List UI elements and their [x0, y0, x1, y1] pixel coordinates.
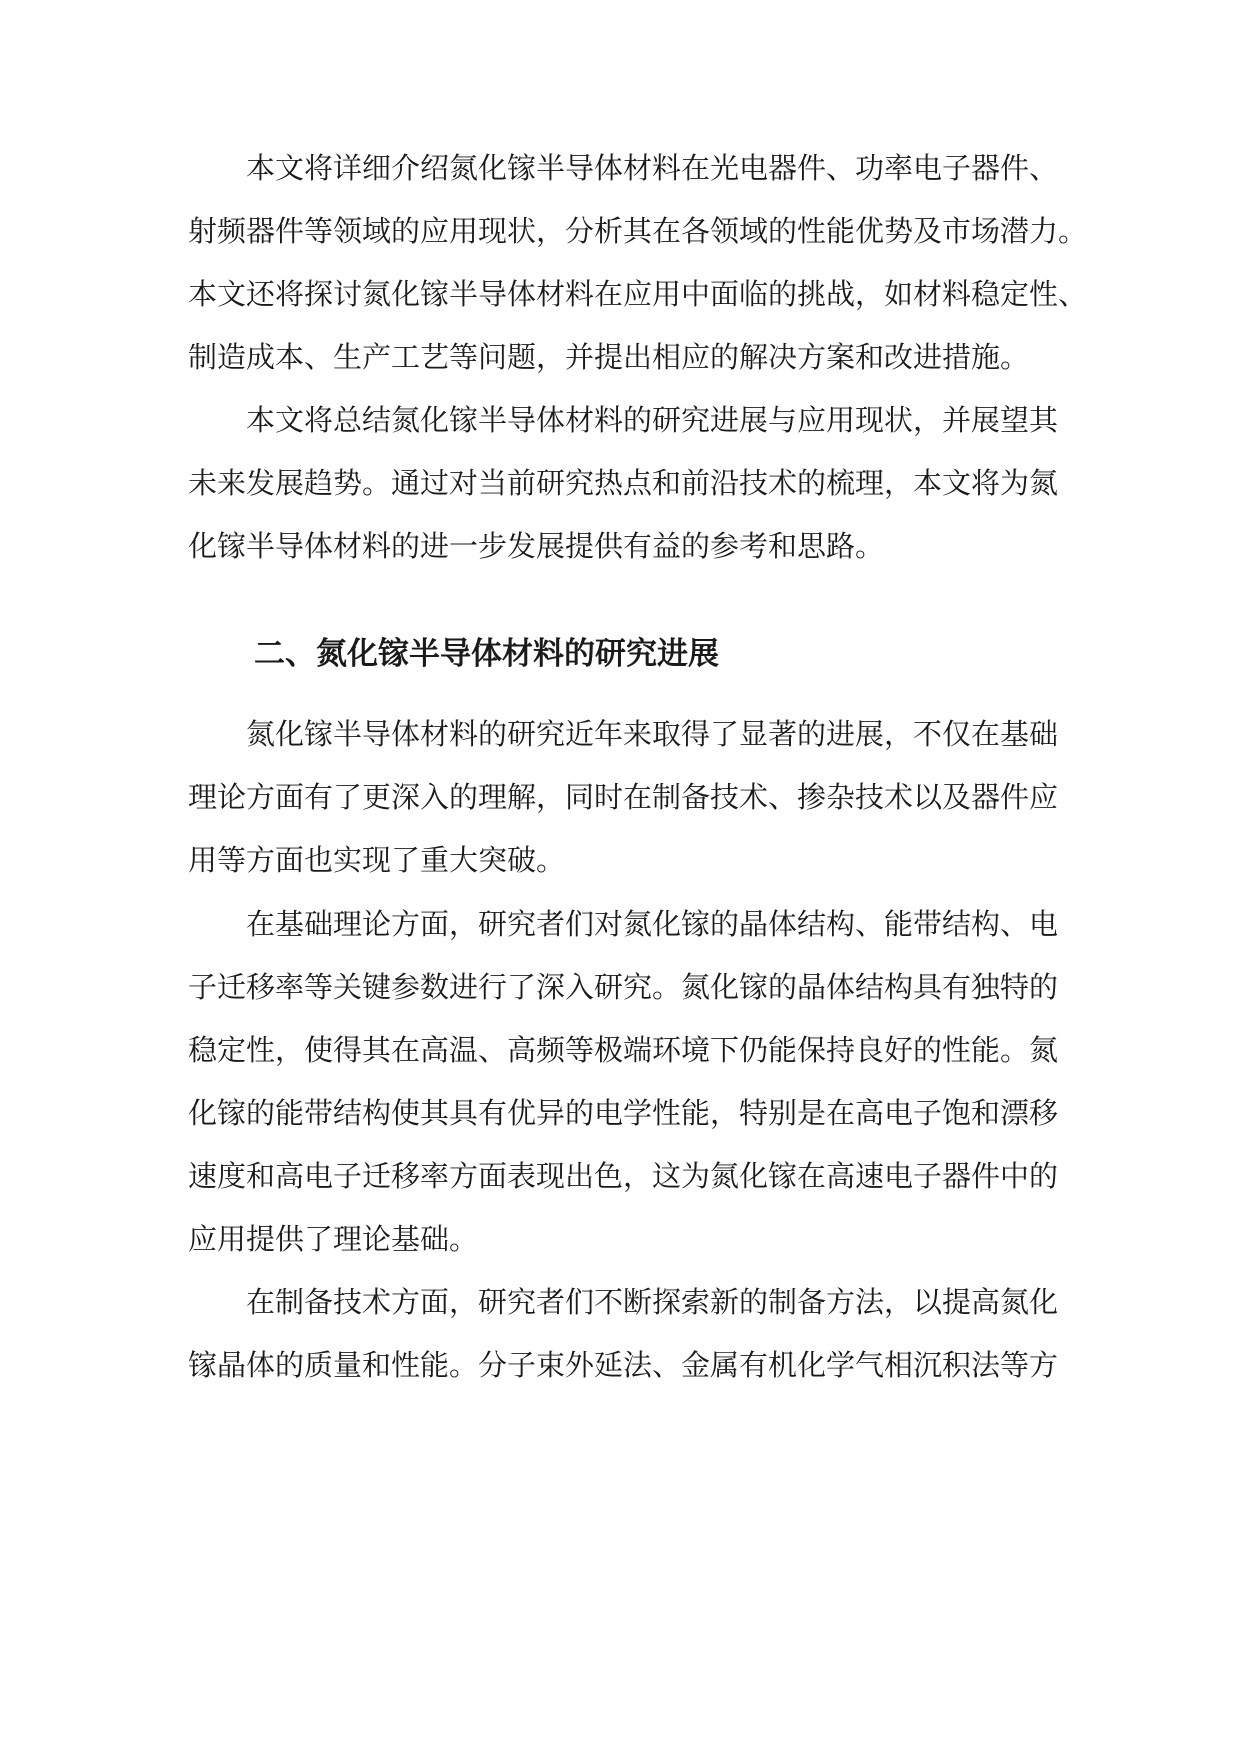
text-line: 本文还将探讨氮化镓半导体材料在应用中面临的挑战，如材料稳定性、: [188, 277, 1088, 311]
text-line: 应用提供了理论基础。: [188, 1222, 479, 1256]
text-line: 制造成本、生产工艺等问题，并提出相应的解决方案和改进措施。: [188, 340, 1030, 374]
text-line: 本文将详细介绍氮化镓半导体材料在光电器件、功率电子器件、: [246, 151, 1059, 185]
text-line: 射频器件等领域的应用现状，分析其在各领域的性能优势及市场潜力。: [188, 214, 1088, 248]
text-line: 氮化镓半导体材料的研究近年来取得了显著的进展，不仅在基础: [246, 717, 1059, 751]
text-line: 镓晶体的质量和性能。分子束外延法、金属有机化学气相沉积法等方: [188, 1348, 1059, 1382]
text-line: 在制备技术方面，研究者们不断探索新的制备方法，以提高氮化: [246, 1285, 1059, 1319]
text-line: 化镓半导体材料的进一步发展提供有益的参考和思路。: [188, 529, 885, 563]
text-line: 化镓的能带结构使其具有优异的电学性能，特别是在高电子饱和漂移: [188, 1096, 1059, 1130]
text-line: 子迁移率等关键参数进行了深入研究。氮化镓的晶体结构具有独特的: [188, 970, 1059, 1004]
text-line: 理论方面有了更深入的理解，同时在制备技术、掺杂技术以及器件应: [188, 780, 1059, 814]
text-line: 用等方面也实现了重大突破。: [188, 843, 566, 877]
section-heading: 二、氮化镓半导体材料的研究进展: [254, 636, 719, 672]
text-line: 在基础理论方面，研究者们对氮化镓的晶体结构、能带结构、电: [246, 907, 1059, 941]
text-line: 未来发展趋势。通过对当前研究热点和前沿技术的梳理，本文将为氮: [188, 466, 1059, 500]
text-line: 稳定性，使得其在高温、高频等极端环境下仍能保持良好的性能。氮: [188, 1033, 1059, 1067]
text-line: 速度和高电子迁移率方面表现出色，这为氮化镓在高速电子器件中的: [188, 1159, 1059, 1193]
text-line: 本文将总结氮化镓半导体材料的研究进展与应用现状，并展望其: [246, 403, 1059, 437]
